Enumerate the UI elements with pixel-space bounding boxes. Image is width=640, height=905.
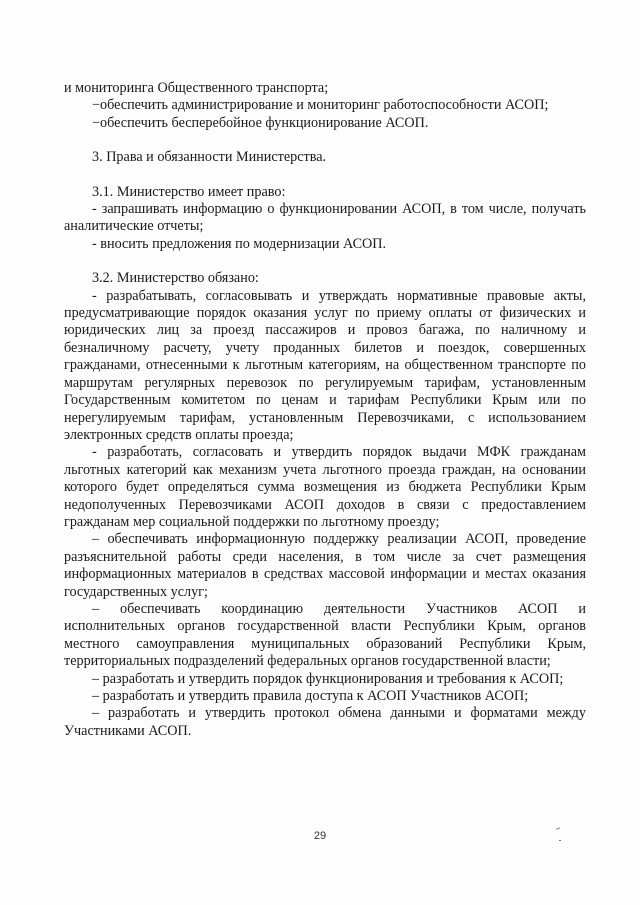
list-item: – разработать и утвердить протокол обмена данными и форматами между Участниками АСОП.	[64, 705, 586, 739]
list-item: – разработать и утвердить порядок функционирования и требования к АСОП;	[92, 670, 564, 687]
list-item: - разработать, согласовать и утвердить порядок выдачи МФК гражданам льготных категорий как механизм учета льготного проезда граждан, на основании которого будет определяться сумма возмещения из бюджета Республики Крым недополученных Перевозчиками АСОП доходов в связи с предоставлением гражданам мер социальной поддержки по льготному проезду;	[64, 444, 586, 530]
subsection-title: 3.2. Министерство обязано:	[92, 270, 259, 287]
document-body	[64, 80, 586, 740]
section-title: 3. Права и обязанности Министерства.	[92, 149, 327, 166]
list-item: −обеспечить бесперебойное функционирование АСОП.	[92, 114, 429, 131]
list-item: −обеспечить администрирование и мониторинг работоспособности АСОП;	[92, 97, 549, 114]
list-item: - разрабатывать, согласовывать и утверждать нормативные правовые акты, предусматривающие порядок оказания услуг по приему оплаты от физических и юридических лиц за проезд пассажиров и провоз багажа, по наличному и безналичному расчету, учету проданных билетов и поездок, совершенных гражданами, отнесенными к льготным категориям, на общественном транспорте по маршрутам регулярных перевозок по регулируемым тарифам, установленным Государственным комитетом по ценам и тарифам Республики Крым или по нерегулируемым тарифам, установленным Перевозчиками, с использованием электронных средств оплаты проезда;	[64, 287, 586, 443]
list-item: - вносить предложения по модернизации АСОП.	[92, 235, 387, 252]
text-line: и мониторинга Общественного транспорта;	[64, 80, 329, 96]
page-number: 29	[313, 830, 327, 842]
list-item: – обеспечивать информационную поддержку реализации АСОП, проведение разъяснительной работы среди населения, в том числе за счет размещения информационных материалов в средствах массовой информации и местах оказания государственных услуг;	[64, 531, 586, 600]
scan-mark	[559, 840, 561, 841]
list-item: - запрашивать информацию о функционировании АСОП, в том числе, получать аналитические отчеты;	[64, 201, 586, 235]
list-item: – разработать и утвердить правила доступа к АСОП Участников АСОП;	[92, 688, 529, 704]
list-item: – обеспечивать координацию деятельности Участников АСОП и исполнительных органов государственной власти Республики Крым, органов местного самоуправления муниципальных образований Республики Крым, территориальных подразделений федеральных органов государственной власти;	[64, 600, 586, 670]
subsection-title: 3.1. Министерство имеет право:	[92, 183, 286, 200]
